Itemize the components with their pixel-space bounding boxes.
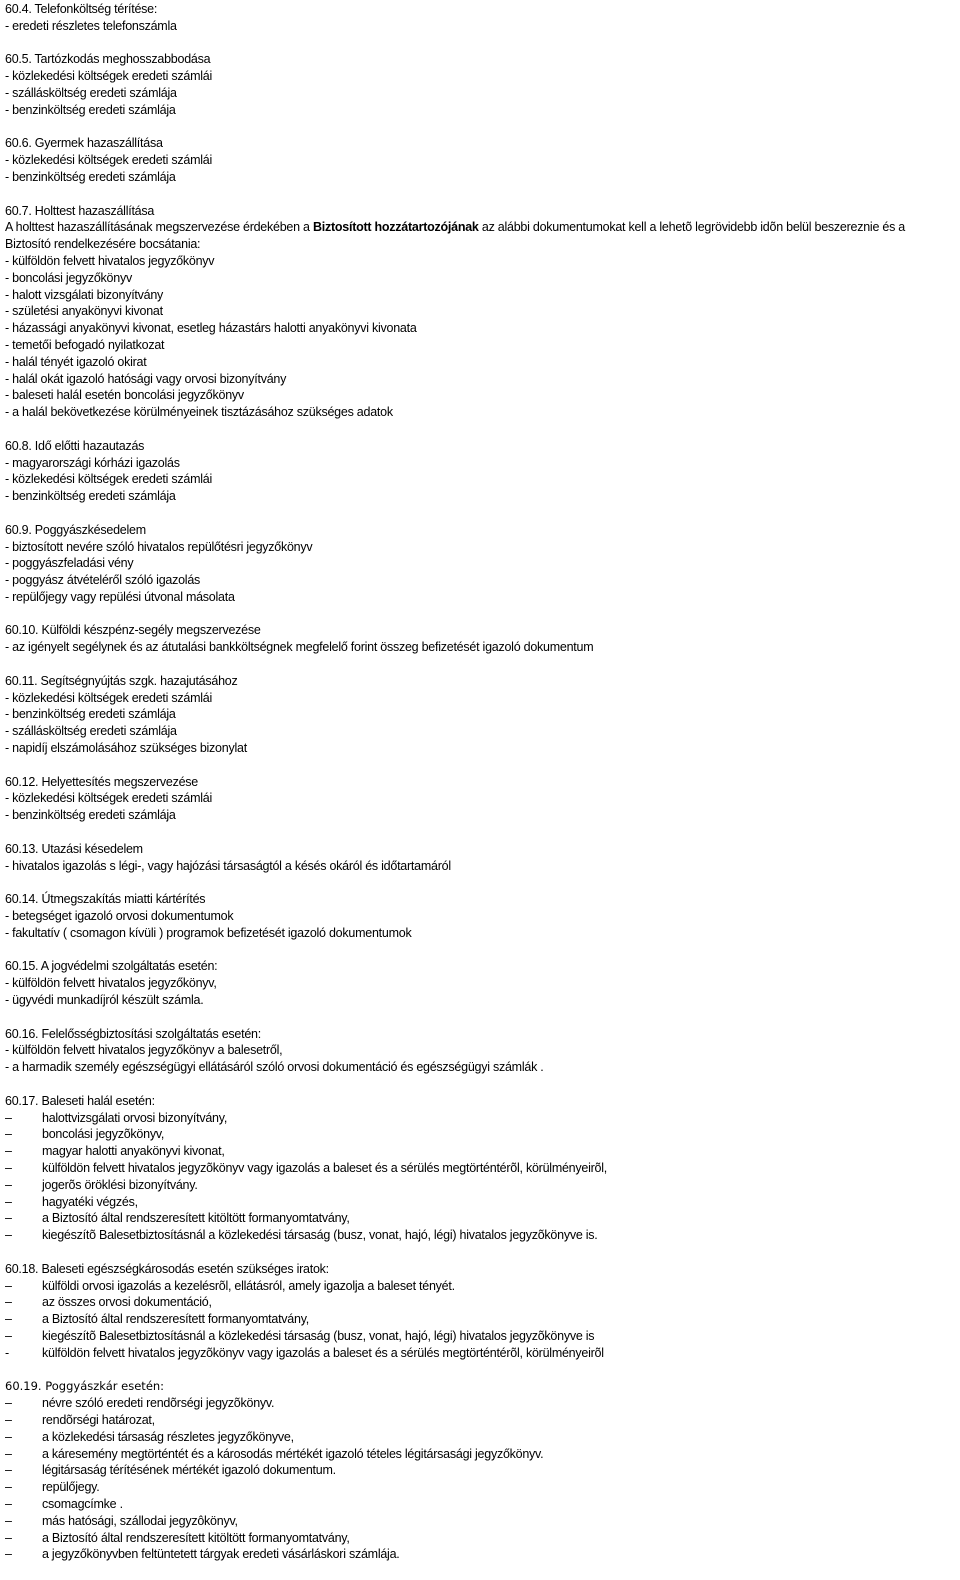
bullet-dash: – xyxy=(5,1312,12,1327)
list-item: - eredeti részletes telefonszámla xyxy=(5,18,177,33)
bullet-dash: – xyxy=(5,1160,12,1175)
section-1 xyxy=(5,51,955,118)
list-item: - külföldön felvett hivatalos jegyzőkönyv, xyxy=(5,976,217,991)
list-item-text: külföldi orvosi igazolás a kezelésrõl, ellátásról, amely igazolja a baleset tényét. xyxy=(42,1278,455,1293)
list-item: - benzinköltség eredeti számlája xyxy=(5,489,176,504)
document-body xyxy=(5,1,955,1580)
list-item: - fakultatív ( csomagon kívüli ) programok befizetését igazoló dokumentumok xyxy=(5,925,412,940)
list-item: - temetői befogadó nyilatkozat xyxy=(5,337,165,352)
list-item xyxy=(5,1143,955,1160)
dash-section-0 xyxy=(5,1093,955,1244)
list-item: - szállásköltség eredeti számlája xyxy=(5,724,177,739)
section-10 xyxy=(5,891,955,941)
bullet-dash: - xyxy=(5,1345,9,1360)
list-item: - a halál bekövetkezése körülményeinek tisztázásához szükséges adatok xyxy=(5,405,393,420)
list-item: - halál tényét igazoló okirat xyxy=(5,354,147,369)
list-item-text: a Biztosító által rendszeresített kitöltött formanyomtatvány, xyxy=(42,1530,350,1545)
intro-text: A holttest hazaszállításának megszervezése érdekében a xyxy=(5,220,313,235)
list-item xyxy=(5,1110,955,1127)
section-title: 60.15. A jogvédelmi szolgáltatás esetén: xyxy=(5,959,218,974)
list-item: - benzinköltség eredeti számlája xyxy=(5,707,176,722)
list-item-text: a káresemény megtörténtét és a károsodás mértékét igazoló tételes légitársasági jegyzőkönyv. xyxy=(42,1446,544,1461)
list-item: - magyarországi kórházi igazolás xyxy=(5,455,180,470)
intro-bold-text: Biztosított hozzátartozójának xyxy=(312,220,479,235)
list-item: - külföldön felvett hivatalos jegyzőkönyv xyxy=(5,253,215,268)
list-item: - benzinköltség eredeti számlája xyxy=(5,102,176,117)
list-item xyxy=(5,1126,955,1143)
list-item: - külföldön felvett hivatalos jegyzőkönyv a balesetről, xyxy=(5,1043,283,1058)
bullet-dash: – xyxy=(5,1547,12,1562)
list-item: - születési anyakönyvi kivonat xyxy=(5,304,163,319)
section-9 xyxy=(5,841,955,875)
list-item: - baleseti halál esetén boncolási jegyzőkönyv xyxy=(5,388,244,403)
section-title: 60.17. Baleseti halál esetén: xyxy=(5,1093,155,1108)
list-item-text: légitársaság térítésének mértékét igazoló dokumentum. xyxy=(42,1463,336,1478)
list-item xyxy=(5,1227,955,1244)
list-item-text: halottvizsgálati orvosi bizonyítvány, xyxy=(42,1110,228,1125)
list-item xyxy=(5,1412,955,1429)
list-item-text: boncolási jegyzõkönyv, xyxy=(42,1127,165,1142)
bullet-dash: – xyxy=(5,1127,12,1142)
list-item xyxy=(5,1546,955,1563)
section-title: 60.6. Gyermek hazaszállítása xyxy=(5,136,163,151)
list-item xyxy=(5,1496,955,1513)
section-title: 60.8. Idő előtti hazautazás xyxy=(5,438,145,453)
list-item xyxy=(5,1311,955,1328)
list-item: - ügyvédi munkadíjról készült számla. xyxy=(5,993,204,1008)
section-title: 60.9. Poggyászkésedelem xyxy=(5,522,146,537)
list-item xyxy=(5,1278,955,1295)
list-item-text: csomagcímke . xyxy=(42,1496,123,1511)
list-item: - a harmadik személy egészségügyi ellátásáról szóló orvosi dokumentáció és egészségügyi számlák . xyxy=(5,1060,544,1075)
list-item: - halál okát igazoló hatósági vagy orvosi bizonyítvány xyxy=(5,371,287,386)
bullet-dash: – xyxy=(5,1194,12,1209)
bullet-dash: – xyxy=(5,1396,12,1411)
bullet-dash: – xyxy=(5,1463,12,1478)
list-item xyxy=(5,1446,955,1463)
list-item: - házassági anyakönyvi kivonat, esetleg házastárs halotti anyakönyvi kivonata xyxy=(5,321,417,336)
list-item xyxy=(5,1395,955,1412)
list-item-text: más hatósági, szállodai jegyzôkönyv, xyxy=(42,1513,238,1528)
list-item: - közlekedési költségek eredeti számlái xyxy=(5,791,213,806)
list-item xyxy=(5,1160,955,1177)
list-item: - szállásköltség eredeti számlája xyxy=(5,85,177,100)
bullet-dash: – xyxy=(5,1144,12,1159)
bullet-dash: – xyxy=(5,1295,12,1310)
list-item xyxy=(5,1210,955,1227)
section-title: 60.5. Tartózkodás meghosszabbodása xyxy=(5,52,211,67)
bullet-dash: – xyxy=(5,1228,12,1243)
section-title: 60.16. Felelősségbiztosítási szolgáltatás esetén: xyxy=(5,1026,261,1041)
list-item: - közlekedési költségek eredeti számlái xyxy=(5,69,213,84)
list-item-text: kiegészítõ Balesetbiztosításnál a közlekedési társaság (busz, vonat, hajó, légi) hivatalos jegyzõkönyve is xyxy=(42,1328,595,1343)
list-item xyxy=(5,1177,955,1194)
section-title: 60.19. Poggyászkár esetén: xyxy=(5,1379,165,1394)
dash-section-1 xyxy=(5,1261,955,1362)
list-item xyxy=(5,1479,955,1496)
list-item: - napidíj elszámolásához szükséges bizonylat xyxy=(5,741,247,756)
list-item xyxy=(5,1194,955,1211)
list-item-text: külföldön felvett hivatalos jegyzõkönyv vagy igazolás a baleset és a sérülés megtörténtérõl, körülményeirõl xyxy=(42,1345,604,1360)
section-3 xyxy=(5,203,955,421)
section-5 xyxy=(5,522,955,606)
list-item: - benzinköltség eredeti számlája xyxy=(5,169,176,184)
list-item: - az igényelt segélynek és az átutalási bankköltségnek megfelelő forint összeg befizetését igazoló dokumentum xyxy=(5,640,594,655)
list-item: - poggyászfeladási vény xyxy=(5,556,134,571)
bullet-dash: – xyxy=(5,1412,12,1427)
bullet-dash: – xyxy=(5,1429,12,1444)
section-title: 60.7. Holttest hazaszállítása xyxy=(5,203,155,218)
list-item-text: a közlekedési társaság részletes jegyzőkönyve, xyxy=(42,1429,294,1444)
list-item: - repülőjegy vagy repülési útvonal másolata xyxy=(5,589,235,604)
list-item-text: kiegészítõ Balesetbiztosításnál a közlekedési társaság (busz, vonat, hajó, légi) hivatalos jegyzõkönyve is. xyxy=(42,1228,598,1243)
list-item-text: az összes orvosi dokumentáció, xyxy=(42,1295,212,1310)
section-12 xyxy=(5,1026,955,1076)
bullet-dash: – xyxy=(5,1446,12,1461)
list-item: - betegséget igazoló orvosi dokumentumok xyxy=(5,909,234,924)
list-item: - közlekedési költségek eredeti számlái xyxy=(5,472,213,487)
list-item: - hivatalos igazolás s légi-, vagy hajózási társaságtól a késés okáról és időtartamáról xyxy=(5,858,451,873)
bullet-dash: – xyxy=(5,1278,12,1293)
list-item: - biztosított nevére szóló hivatalos repülőtésri jegyzőkönyv xyxy=(5,539,313,554)
list-item: - boncolási jegyzőkönyv xyxy=(5,270,132,285)
dash-section-2 xyxy=(5,1378,955,1563)
section-11 xyxy=(5,958,955,1008)
section-title: 60.18. Baleseti egészségkárosodás esetén szükséges iratok: xyxy=(5,1261,329,1276)
list-item-text: névre szóló eredeti rendõrségi jegyzõkönyv. xyxy=(42,1396,275,1411)
list-item-text: a jegyzőkönyvben feltüntetett tárgyak eredeti vásárláskori számlája. xyxy=(42,1547,400,1562)
section-intro xyxy=(5,219,950,253)
list-item xyxy=(5,1462,955,1479)
list-item-text: külföldön felvett hivatalos jegyzõkönyv vagy igazolás a baleset és a sérülés megtörténtérõl, körülményeirõl, xyxy=(42,1160,607,1175)
section-title: 60.10. Külföldi készpénz-segély megszervezése xyxy=(5,623,261,638)
list-item xyxy=(5,1429,955,1446)
list-item: - benzinköltség eredeti számlája xyxy=(5,808,176,823)
bullet-dash: – xyxy=(5,1211,12,1226)
list-item-text: jogerõs öröklési bizonyítvány. xyxy=(42,1177,198,1192)
list-item: - közlekedési költségek eredeti számlái xyxy=(5,153,213,168)
bullet-dash: – xyxy=(5,1480,12,1495)
list-item-text: rendõrségi határozat, xyxy=(42,1412,155,1427)
section-title: 60.4. Telefonköltség térítése: xyxy=(5,2,158,16)
list-item-text: hagyatéki végzés, xyxy=(42,1194,138,1209)
section-title: 60.13. Utazási késedelem xyxy=(5,841,143,856)
section-0 xyxy=(5,1,955,35)
section-title: 60.14. Útmegszakítás miatti kártérítés xyxy=(5,892,206,907)
bullet-dash: – xyxy=(5,1530,12,1545)
intro-text: az alábbi dokumentumokat kell a lehetõ legrövidebb idõn belül beszereznie és a Biztosító rendelkezésére bocsátania: xyxy=(5,220,906,252)
list-item: - poggyász átvételéről szóló igazolás xyxy=(5,573,201,588)
section-8 xyxy=(5,774,955,824)
section-7 xyxy=(5,673,955,757)
list-item-text: magyar halotti anyakönyvi kivonat, xyxy=(42,1144,225,1159)
bullet-dash: – xyxy=(5,1513,12,1528)
bullet-dash: – xyxy=(5,1177,12,1192)
section-6 xyxy=(5,622,955,656)
list-item-text: repülőjegy. xyxy=(42,1480,100,1495)
bullet-dash: – xyxy=(5,1110,12,1125)
section-title: 60.12. Helyettesítés megszervezése xyxy=(5,774,198,789)
list-item xyxy=(5,1328,955,1345)
section-title: 60.11. Segítségnyújtás szgk. hazajutásához xyxy=(5,673,238,688)
section-4 xyxy=(5,438,955,505)
section-2 xyxy=(5,135,955,185)
bullet-dash: – xyxy=(5,1496,12,1511)
bullet-dash: – xyxy=(5,1328,12,1343)
list-item-text: a Biztosító által rendszeresített formanyomtatvány, xyxy=(42,1312,310,1327)
list-item xyxy=(5,1530,955,1547)
list-item: - halott vizsgálati bizonyítvány xyxy=(5,287,164,302)
list-item xyxy=(5,1513,955,1530)
list-item-text: a Biztosító által rendszeresített kitöltött formanyomtatvány, xyxy=(42,1211,350,1226)
list-item xyxy=(5,1345,955,1362)
list-item xyxy=(5,1294,955,1311)
list-item: - közlekedési költségek eredeti számlái xyxy=(5,690,213,705)
